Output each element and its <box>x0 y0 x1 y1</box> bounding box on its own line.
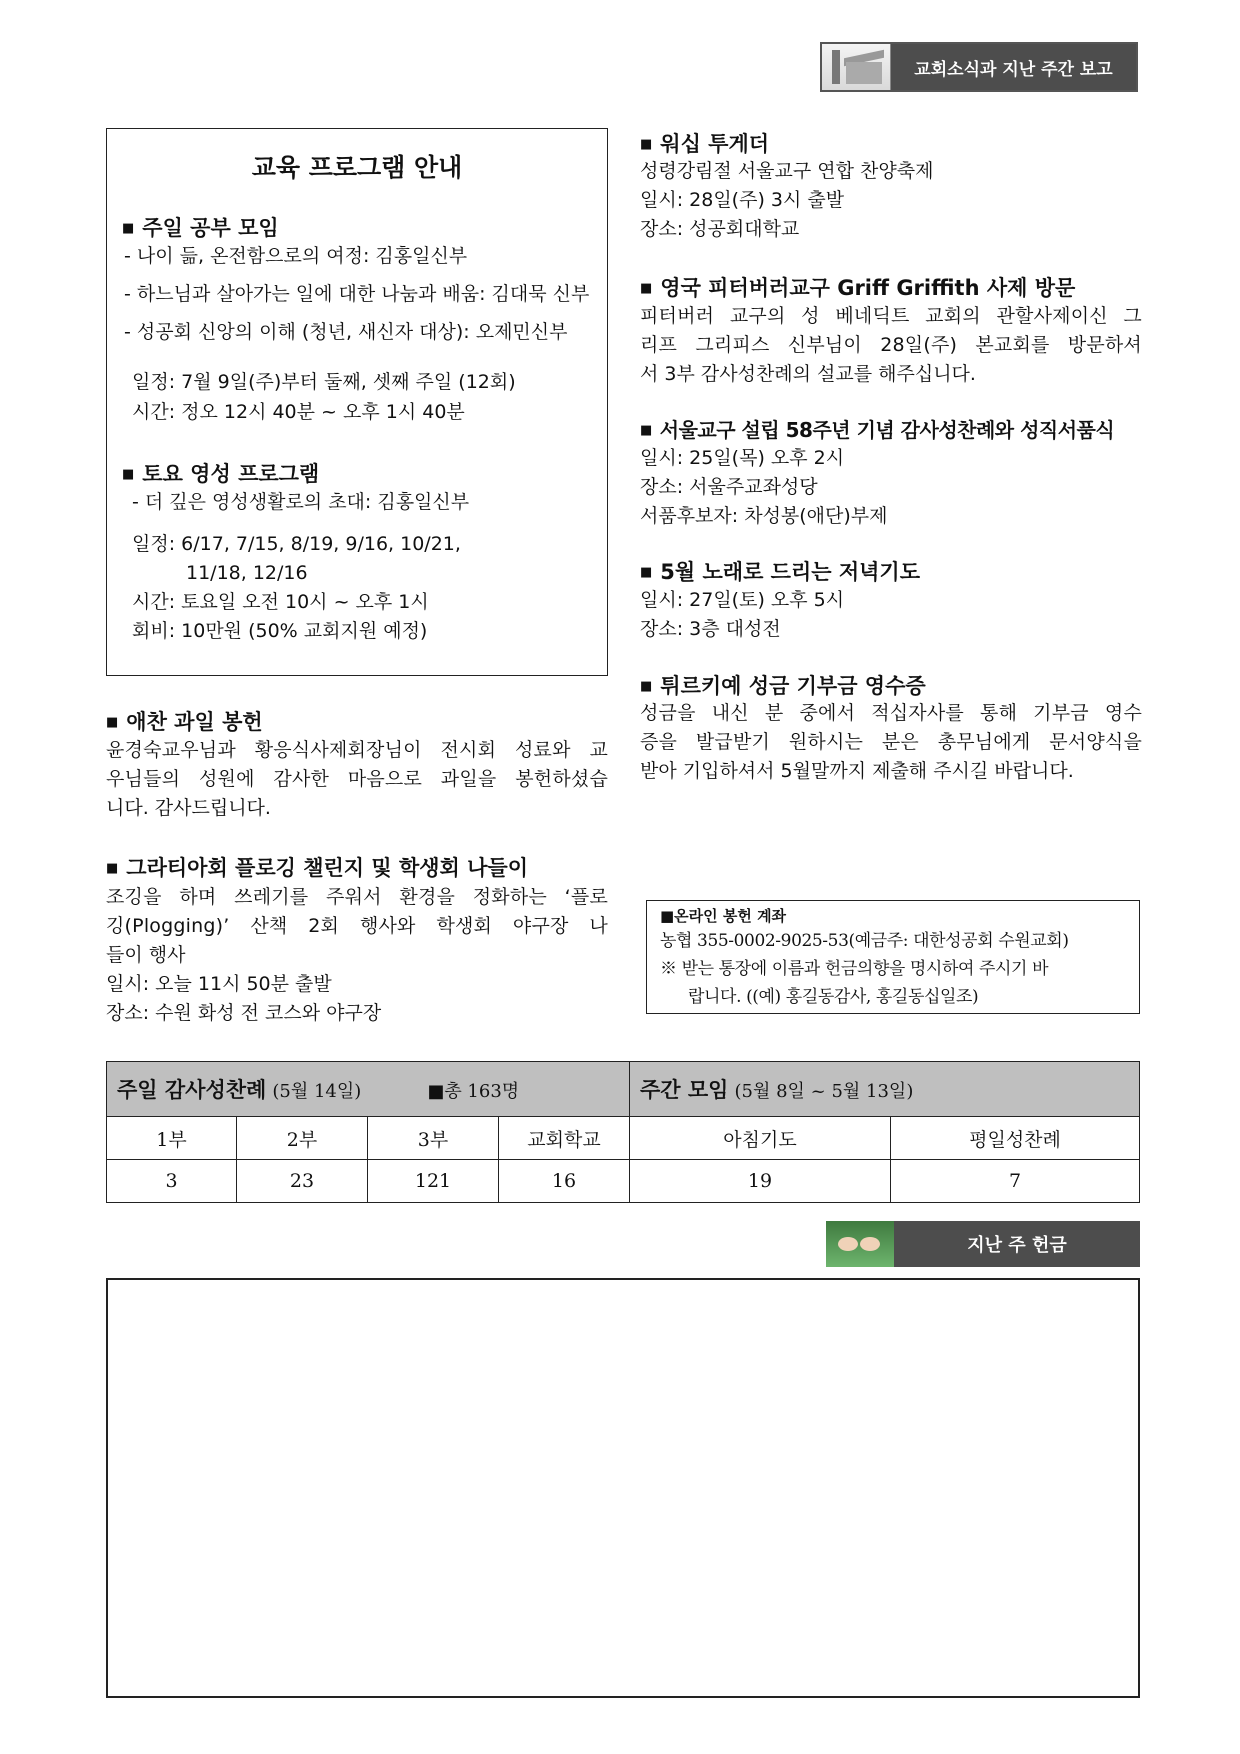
value-church-school: 16 <box>499 1160 630 1203</box>
sunday-study-item-1: - 나이 듦, 온전함으로의 여정: 김홍일신부 <box>124 245 468 267</box>
gratia-line-2: 깅(Plogging)’ 산책 2회 행사와 학생회 야구장 나 <box>106 915 608 937</box>
saturday-program-heading: ■ 토요 영성 프로그램 <box>122 462 320 486</box>
online-account-note-2: 랍니다. ((예) 홍길동감사, 홍길동십일조) <box>688 987 979 1007</box>
label-3bu: 3부 <box>368 1117 499 1160</box>
gratia-line-3: 들이 행사 <box>106 944 186 966</box>
weekly-meeting-date: (5월 8일 ~ 5월 13일) <box>734 1081 914 1102</box>
turkiye-line-3: 받아 기입하셔서 5월말까지 제출해 주시길 바랍니다. <box>640 760 1074 782</box>
gratia-where: 장소: 수원 화성 전 코스와 야구장 <box>106 1002 382 1024</box>
saturday-program-schedule-1: 일정: 6/17, 7/15, 8/19, 9/16, 10/21, <box>132 533 461 555</box>
offering-list-box <box>106 1278 1140 1698</box>
seoul58-when: 일시: 25일(목) 오후 2시 <box>640 447 845 469</box>
sunday-study-item-2: - 하느님과 살아가는 일에 대한 나눔과 배움: 김대묵 신부 <box>124 283 590 305</box>
worship-heading: ■ 워십 투게더 <box>640 132 770 156</box>
education-title: 교육 프로그램 안내 <box>251 153 463 182</box>
fruit-offering-heading: ■ 애찬 과일 봉헌 <box>106 710 263 734</box>
fruit-offering-line-1: 윤경숙교우님과 황응식사제회장님이 전시회 성료와 교 <box>106 739 608 761</box>
gratia-line-1: 조깅을 하며 쓰레기를 주워서 환경을 정화하는 ‘플로 <box>106 886 608 908</box>
fruit-offering-line-3: 니다. 감사드립니다. <box>106 797 271 819</box>
may-prayer-where: 장소: 3층 대성전 <box>640 618 781 640</box>
sunday-study-item-3: - 성공회 신앙의 이해 (청년, 새신자 대상): 오제민신부 <box>124 321 568 343</box>
offering-hands-icon <box>826 1221 894 1267</box>
attendance-label-row <box>107 1117 1140 1160</box>
online-account-heading: ■온라인 봉헌 계좌 <box>660 907 787 925</box>
turkiye-heading: ■ 튀르키예 성금 기부금 영수증 <box>640 674 926 698</box>
may-prayer-when: 일시: 27일(토) 오후 5시 <box>640 589 845 611</box>
sunday-study-time: 시간: 정오 12시 40분 ~ 오후 1시 40분 <box>132 401 465 423</box>
peterborough-line-2: 리프 그리피스 신부님이 28일(주) 본교회를 방문하셔 <box>640 334 1142 356</box>
seoul58-candidate: 서품후보자: 차성봉(애단)부제 <box>640 505 888 527</box>
label-2bu: 2부 <box>237 1117 368 1160</box>
turkiye-line-2: 증을 발급받기 원하시는 분은 총무님에게 문서양식을 <box>640 731 1142 753</box>
label-weekday-eucharist: 평일성찬례 <box>891 1117 1140 1160</box>
seoul58-where: 장소: 서울주교좌성당 <box>640 476 818 498</box>
seoul58-heading: ■ 서울교구 설립 58주년 기념 감사성찬례와 성직서품식 <box>640 418 1115 442</box>
fruit-offering-line-2: 우님들의 성원에 감사한 마음으로 과일을 봉헌하셨습 <box>106 768 608 790</box>
offering-badge <box>826 1221 1140 1267</box>
attendance-value-row <box>107 1160 1140 1203</box>
sunday-eucharist-cell <box>107 1062 630 1117</box>
value-morning-prayer: 19 <box>630 1160 891 1203</box>
sunday-total: ■총 163명 <box>427 1081 520 1102</box>
label-morning-prayer: 아침기도 <box>630 1117 891 1160</box>
gratia-when: 일시: 오늘 11시 50분 출발 <box>106 973 332 995</box>
online-account-number: 농협 355-0002-9025-53(예금주: 대한성공회 수원교회) <box>660 931 1069 951</box>
value-weekday-eucharist: 7 <box>891 1160 1140 1203</box>
sunday-study-heading: ■ 주일 공부 모임 <box>122 216 279 240</box>
peterborough-line-1: 피터버러 교구의 성 베네딕트 교회의 관할사제이신 그 <box>640 305 1142 327</box>
label-1bu: 1부 <box>107 1117 237 1160</box>
peterborough-line-3: 서 3부 감사성찬례의 설교를 해주십니다. <box>640 363 976 385</box>
may-prayer-heading: ■ 5월 노래로 드리는 저녁기도 <box>640 560 920 584</box>
saturday-program-time: 시간: 토요일 오전 10시 ~ 오후 1시 <box>132 591 429 613</box>
saturday-program-item: - 더 깊은 영성생활로의 초대: 김홍일신부 <box>132 491 470 513</box>
saturday-program-schedule-2: 11/18, 12/16 <box>186 562 308 584</box>
value-3bu: 121 <box>368 1160 499 1203</box>
worship-desc: 성령강림절 서울교구 연합 찬양축제 <box>640 160 934 182</box>
church-icon <box>822 44 891 90</box>
gratia-heading: ■ 그라티아회 플로깅 챌린지 및 학생회 나들이 <box>106 856 528 880</box>
header-badge <box>820 42 1138 92</box>
peterborough-heading: ■ 영국 피터버러교구 Griff Griffith 사제 방문 <box>640 276 1076 300</box>
value-2bu: 23 <box>237 1160 368 1203</box>
attendance-table <box>106 1061 1140 1203</box>
worship-when: 일시: 28일(주) 3시 출발 <box>640 189 845 211</box>
online-account-note-1: ※ 받는 통장에 이름과 헌금의향을 명시하여 주시기 바 <box>660 959 1049 979</box>
label-church-school: 교회학교 <box>499 1117 630 1160</box>
sunday-study-schedule: 일정: 7월 9일(주)부터 둘째, 셋째 주일 (12회) <box>132 371 516 393</box>
worship-where: 장소: 성공회대학교 <box>640 218 800 240</box>
turkiye-line-1: 성금을 내신 분 중에서 적십자사를 통해 기부금 영수 <box>640 702 1142 724</box>
value-1bu: 3 <box>107 1160 237 1203</box>
attendance-header-row <box>107 1062 1140 1117</box>
weekly-meeting-cell <box>630 1062 1140 1117</box>
sunday-eucharist-title: 주일 감사성찬례 <box>117 1078 267 1102</box>
offering-badge-title: 지난 주 헌금 <box>894 1221 1140 1267</box>
weekly-meeting-title: 주간 모임 <box>640 1078 729 1102</box>
saturday-program-fee: 회비: 10만원 (50% 교회지원 예정) <box>132 620 428 642</box>
header-badge-title: 교회소식과 지난 주간 보고 <box>891 44 1136 90</box>
sunday-eucharist-date: (5월 14일) <box>272 1081 362 1102</box>
